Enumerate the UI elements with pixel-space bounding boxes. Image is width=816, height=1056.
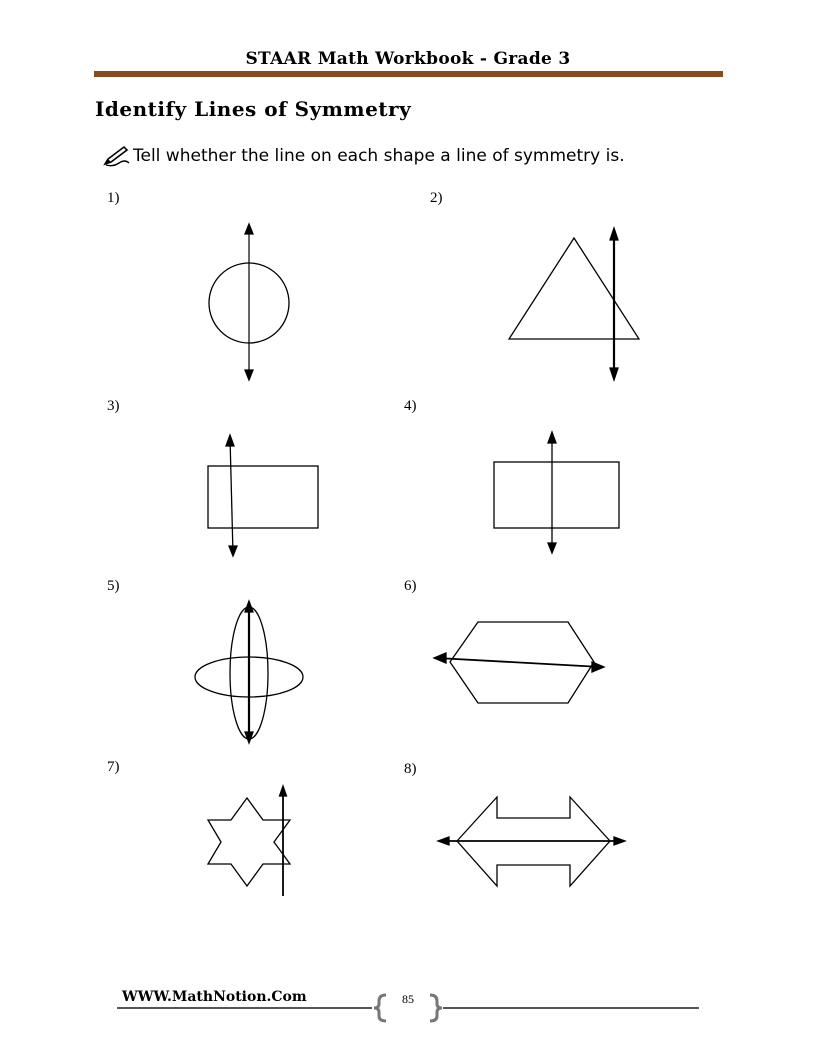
problem-number: 6) [404, 578, 417, 594]
footer-url: WWW.MathNotion.Com [122, 989, 307, 1005]
footer-divider-left [117, 1007, 372, 1009]
problem-number: 5) [107, 578, 120, 594]
figure-rectangle-off-center [208, 435, 318, 556]
problem-number: 1) [107, 190, 120, 206]
figure-crossed-ellipses [195, 601, 303, 743]
figure-hexagon [434, 622, 604, 703]
page-number: 85 [402, 992, 414, 1006]
section-title: Identify Lines of Symmetry [95, 97, 412, 121]
problem-number: 3) [107, 398, 120, 414]
problem-number: 2) [430, 190, 443, 206]
problem-number: 8) [404, 761, 417, 777]
instruction-text: Tell whether the line on each shape a line of symmetry is. [133, 146, 625, 166]
workbook-title: STAAR Math Workbook - Grade 3 [245, 49, 571, 69]
figure-rectangle-centered [494, 432, 619, 553]
figure-star [208, 786, 290, 896]
problem-number: 4) [404, 398, 417, 414]
figure-triangle [509, 228, 639, 380]
figure-double-arrow [438, 797, 625, 886]
footer-divider-right [443, 1007, 699, 1009]
problem-number: 7) [107, 759, 120, 775]
figure-circle [209, 224, 289, 380]
